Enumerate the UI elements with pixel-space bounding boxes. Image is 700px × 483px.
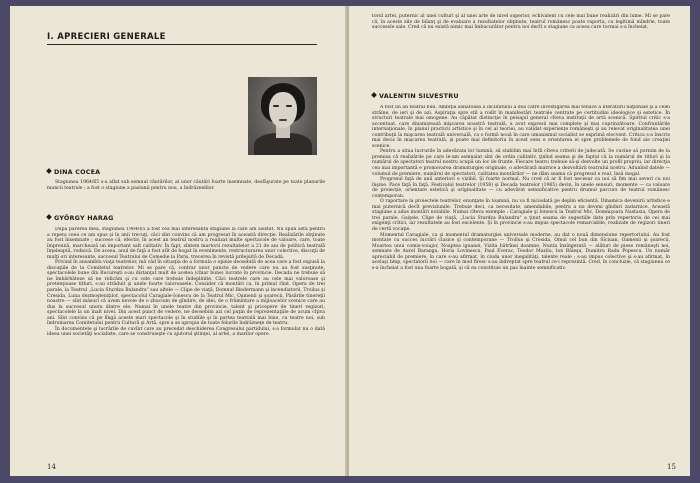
heading-text: DINA COCEA — [54, 168, 101, 176]
paragraph: După părerea mea, stagiunea 1964/65 a fost cea mai interesantă stagiune la care am asistat. Nu spun asta pentru a repeta ceea ce am spus şi în anii trecuţi, căci sînt convins că am progresat în această direcţie. Realizările obţinute au fost însemnate ; succese că, efectiv, în acest an teatrul nostru a realizat multe spectacole de valoare, care, toate împreună, marchează un important salt calitativ. În fapt, sîntem martorii rezultatelor a 21 de ani de politică teatrală înţeleaptă, rodnică. De aceea, anul de faţă a fost atît de bogat în evenimente, restructurarea unor colective, discuţii de mulţi ori interesante, succesul Teatrului de Comedie la Paris, trecerea în revistă prilejuită de Decadă. — [47, 227, 325, 260]
silvestru-text — [372, 105, 670, 461]
right-page — [349, 6, 690, 476]
cocea-text — [47, 180, 325, 191]
paragraph: torul artei, puternic al unei culturi şi al unei arte de nivel superior, echivalent cu cele mai bune realizări din lume. Mi se pare că, în aceste zile de bilanţ şi de evaluare a rezultatelor obţinute, teatrul românesc poate raporta, cu legitimă mîndrie, toate succesele sale. Cred că nu există nimic mai îmbucurător pentru noi decît o stagiune ca aceea care tocmai s-a încheiat. — [372, 14, 670, 31]
paragraph: A fost un an teatral bun. Ambiţia sănătoasă a inciitatului a dus către investigarea mai tenace a literaturii naţionale şi a celei străine, de ieri şi de azi. Aspiraţia spre stil a rodit în manifestări teatrale centrate pe certitudini ideologice şi estetice. În structuri teatrale mai omogene. Au căpătat distincţie în peisajul general cîteva instituţii de artă scenică. Spiritul critic s-a accentuat, care dinamizează mişcarea noastră teatrală, a avut expresii mai complete şi mai cuprinzătoare. Confruntările internaţionale, în planul practicii artistice şi în cel al teoriei, au validat experienţe româneşti şi au relevat originalitatea unei contribuţii la mişcarea teatrală universală, ca o formă nouă în care umanismul socialist se exprimă elocvent. Critica s-a înscris mai decis în mişcarea teatrală, şi poate mai definitoriu în acest sens e orientarea ei spre problemele de fond ale creaţiei scenice. — [372, 105, 670, 149]
paragraph: O raportare la proiectele teatrelor, enunţate în toamnă, nu va fi niciodată pe deplin eficientă. Dinamica devenirii artistice e mai puternică decît previziunile. Trebuie deci, ca necesitate, amendabile, pentru a nu deveni gînduri zadarnice. Această stagiune a adus montări notabile. Numai cîteva exemple : Caragiale şi Ionescu la Teatrul Mic, Domnişoara Nastasia, Opera de trei parale, Gaiţele, Clipe de viaţă, „Lucia Sturdza Bulandra" a ţinut seama de sugestiile date prin repertoriu de cei mai exigenţi critici, iar rezultatele au fost excelente. Şi în provincie s-au impus spectacole remarcabile, realizate de regizori tineri de certă vocaţie. — [372, 199, 670, 233]
paragraph: Momentul Caragiale, ca şi momentul dramaturgiei universale moderne, au dat o nouă dimensiune repertoriului. Au fost montate cu succes lucrări clasice şi contemporane — Troilus şi Cresida, Omul cel bun din Sîciuan, Oamenii şi şoarecii, Moartea unui comis-voiajor, Noaptea iguanei, Vizita bătrînei doamne, Nunta însîngerată — alături de piese româneşti noi, semnate de Aurel Baranga, Horia Lovinescu, Paul Everac, Teodor Mazilu, Ion Băieşu, Dumitru Radu Popescu. Un număr apreciabil de premiere, în care s-au afirmat, în ciuda unor inegalităţi, talente reale ; s-au impus colective şi s-au afirmat, în acelaşi timp, spectatorii noi — care în mod firesc s-au îndreptat spre teatrul ce-i reprezintă. Cred, în concluzie, că stagiunea ce s-a încheiat a fost una foarte bogată, şi că ea constituie un pas înainte semnificativ. — [372, 232, 670, 271]
diamond-bullet-icon — [46, 214, 52, 220]
intro-text — [372, 14, 670, 31]
page-number: 15 — [667, 463, 676, 471]
heading-gyorgy-harag — [47, 214, 114, 222]
paragraph: Stagiunea 1964/65 s-a aflat sub semnul căutărilor, al unor căutări foarte insemnate, desfăşurate pe toate planurile muncii teatrale ; a fost o stagiune a pasiunii pentru nou, a îndrăznelilor. — [47, 180, 325, 191]
paragraph: Privind în ansamblu viaţa teatrelor, mă văd în situaţia de a formula o opinie deosebită de acea care a fost expusă la discuţiile de la Comitetul teatrelor. Mi se pare că, contrar unor puncte de vedere care nu au fost susţinute, spectacolele bune din Bucureşti s-au distanţat mult de acelea (chiar bune) lucrate în provincie. Decada ne trebuie să ne îmbărbăteze să ne ridicăm şi cu cele care trebuie îndeplinite. Căci teatrele care au cele mai valoroase şi pretenţioase titluri, s-au străduit şi unele foarte valoroasele. Consider că montări ca, în primul rînd, Opera de trei parale, la Teatrul „Lucia Sturdza Bulandra" sau altele — Clipe de viaţă, Domnul Biedermann şi incendiatorii, Troilus şi Cresida, Luna dezmoşteniţilor, spectacolul Caragiale-Ionescu de la Teatrul Mic, Oamenii şi şoarecii, Păsările tinereţii noastre — sînt măsuri că avem nevoie de o zbucium de gîndire, de idei, de o frămîntare a mijloacelor scenice care au dus la succesul unora dintre ele. Numai în unele teatre din provincie, talent şi pricepere de tineri regizori, spectacolele la un înalt nivel. Din acest punct de vedere, ne deosebim azi cel puţin de reprezentaţiile de acum cîţiva ani. Sînt convins că pe lîngă aceste mari spectacole şi în studiile şi în partea teatrală mai bine, cu teatre noi, sub îndrumarea Comitetului pentru Cultură şi Artă, spre a se apropia de toate felurile îndrăzneţe de teatru. — [47, 260, 325, 327]
paragraph: În documentele şi lucrările de cuvînt care au precedat deschiderea Congresului partidului, s-a formulat nu o dată ideea unei societăţi socialiste, care se construieşte cu ajutorul ştiinţei, al artei, a marilor opere. — [47, 326, 325, 338]
paragraph: Progresul faţă de anii anteriori e vizibil. Şi foarte normal. Nu cred că ar fi fost necesar ca noi să fim mai severi cu noi înşine. Pace faţă în faţă, Festivalul teatrelor (1958) şi Decada teatrelor (1965) devin, în unele sensuri, momente — ca valoare de proiecţie, orientare estetică şi originalitate — cu adevărat semnificative pentru drumul parcurs de teatrul românesc contemporan. — [372, 177, 670, 199]
diamond-bullet-icon — [46, 168, 52, 174]
paragraph: Pentru a situa lucrurile în adevărata lor lumină, să stabilim mai întîi cîteva criterii de judecată. Se cuvine să pornim de la premisa că realizările pe care le-am semnalat sînt de ordin calitativ, ţinînd seama şi de faptul că la numărul de titluri şi la numărul de spectatori teatrul nostru ocupă un loc de frunte. Fiecare teatru trebuie să-şi dezvolte un profil propriu, iar direcţia cea mai importantă e promovarea dramaturgiei originale, o adevărată matrice a dezvoltării teatrului nostru. Adunînd datele — volumul de premiere, numărul de spectatori, calitatea montărilor — ne dăm seama că progresul e real, însă inegal. — [372, 149, 670, 177]
heading-text: VALENTIN SILVESTRU — [379, 92, 459, 100]
heading-dina-cocea — [47, 168, 100, 176]
harag-text — [47, 227, 325, 459]
page-number: 14 — [47, 463, 56, 471]
heading-valentin-silvestru — [372, 92, 459, 100]
diamond-bullet-icon — [371, 92, 377, 98]
portrait-photo — [248, 77, 317, 155]
section-title: I. APRECIERI GENERALE — [47, 32, 317, 45]
heading-text: GYÖRGY HARAG — [54, 214, 114, 222]
left-page — [10, 6, 348, 476]
